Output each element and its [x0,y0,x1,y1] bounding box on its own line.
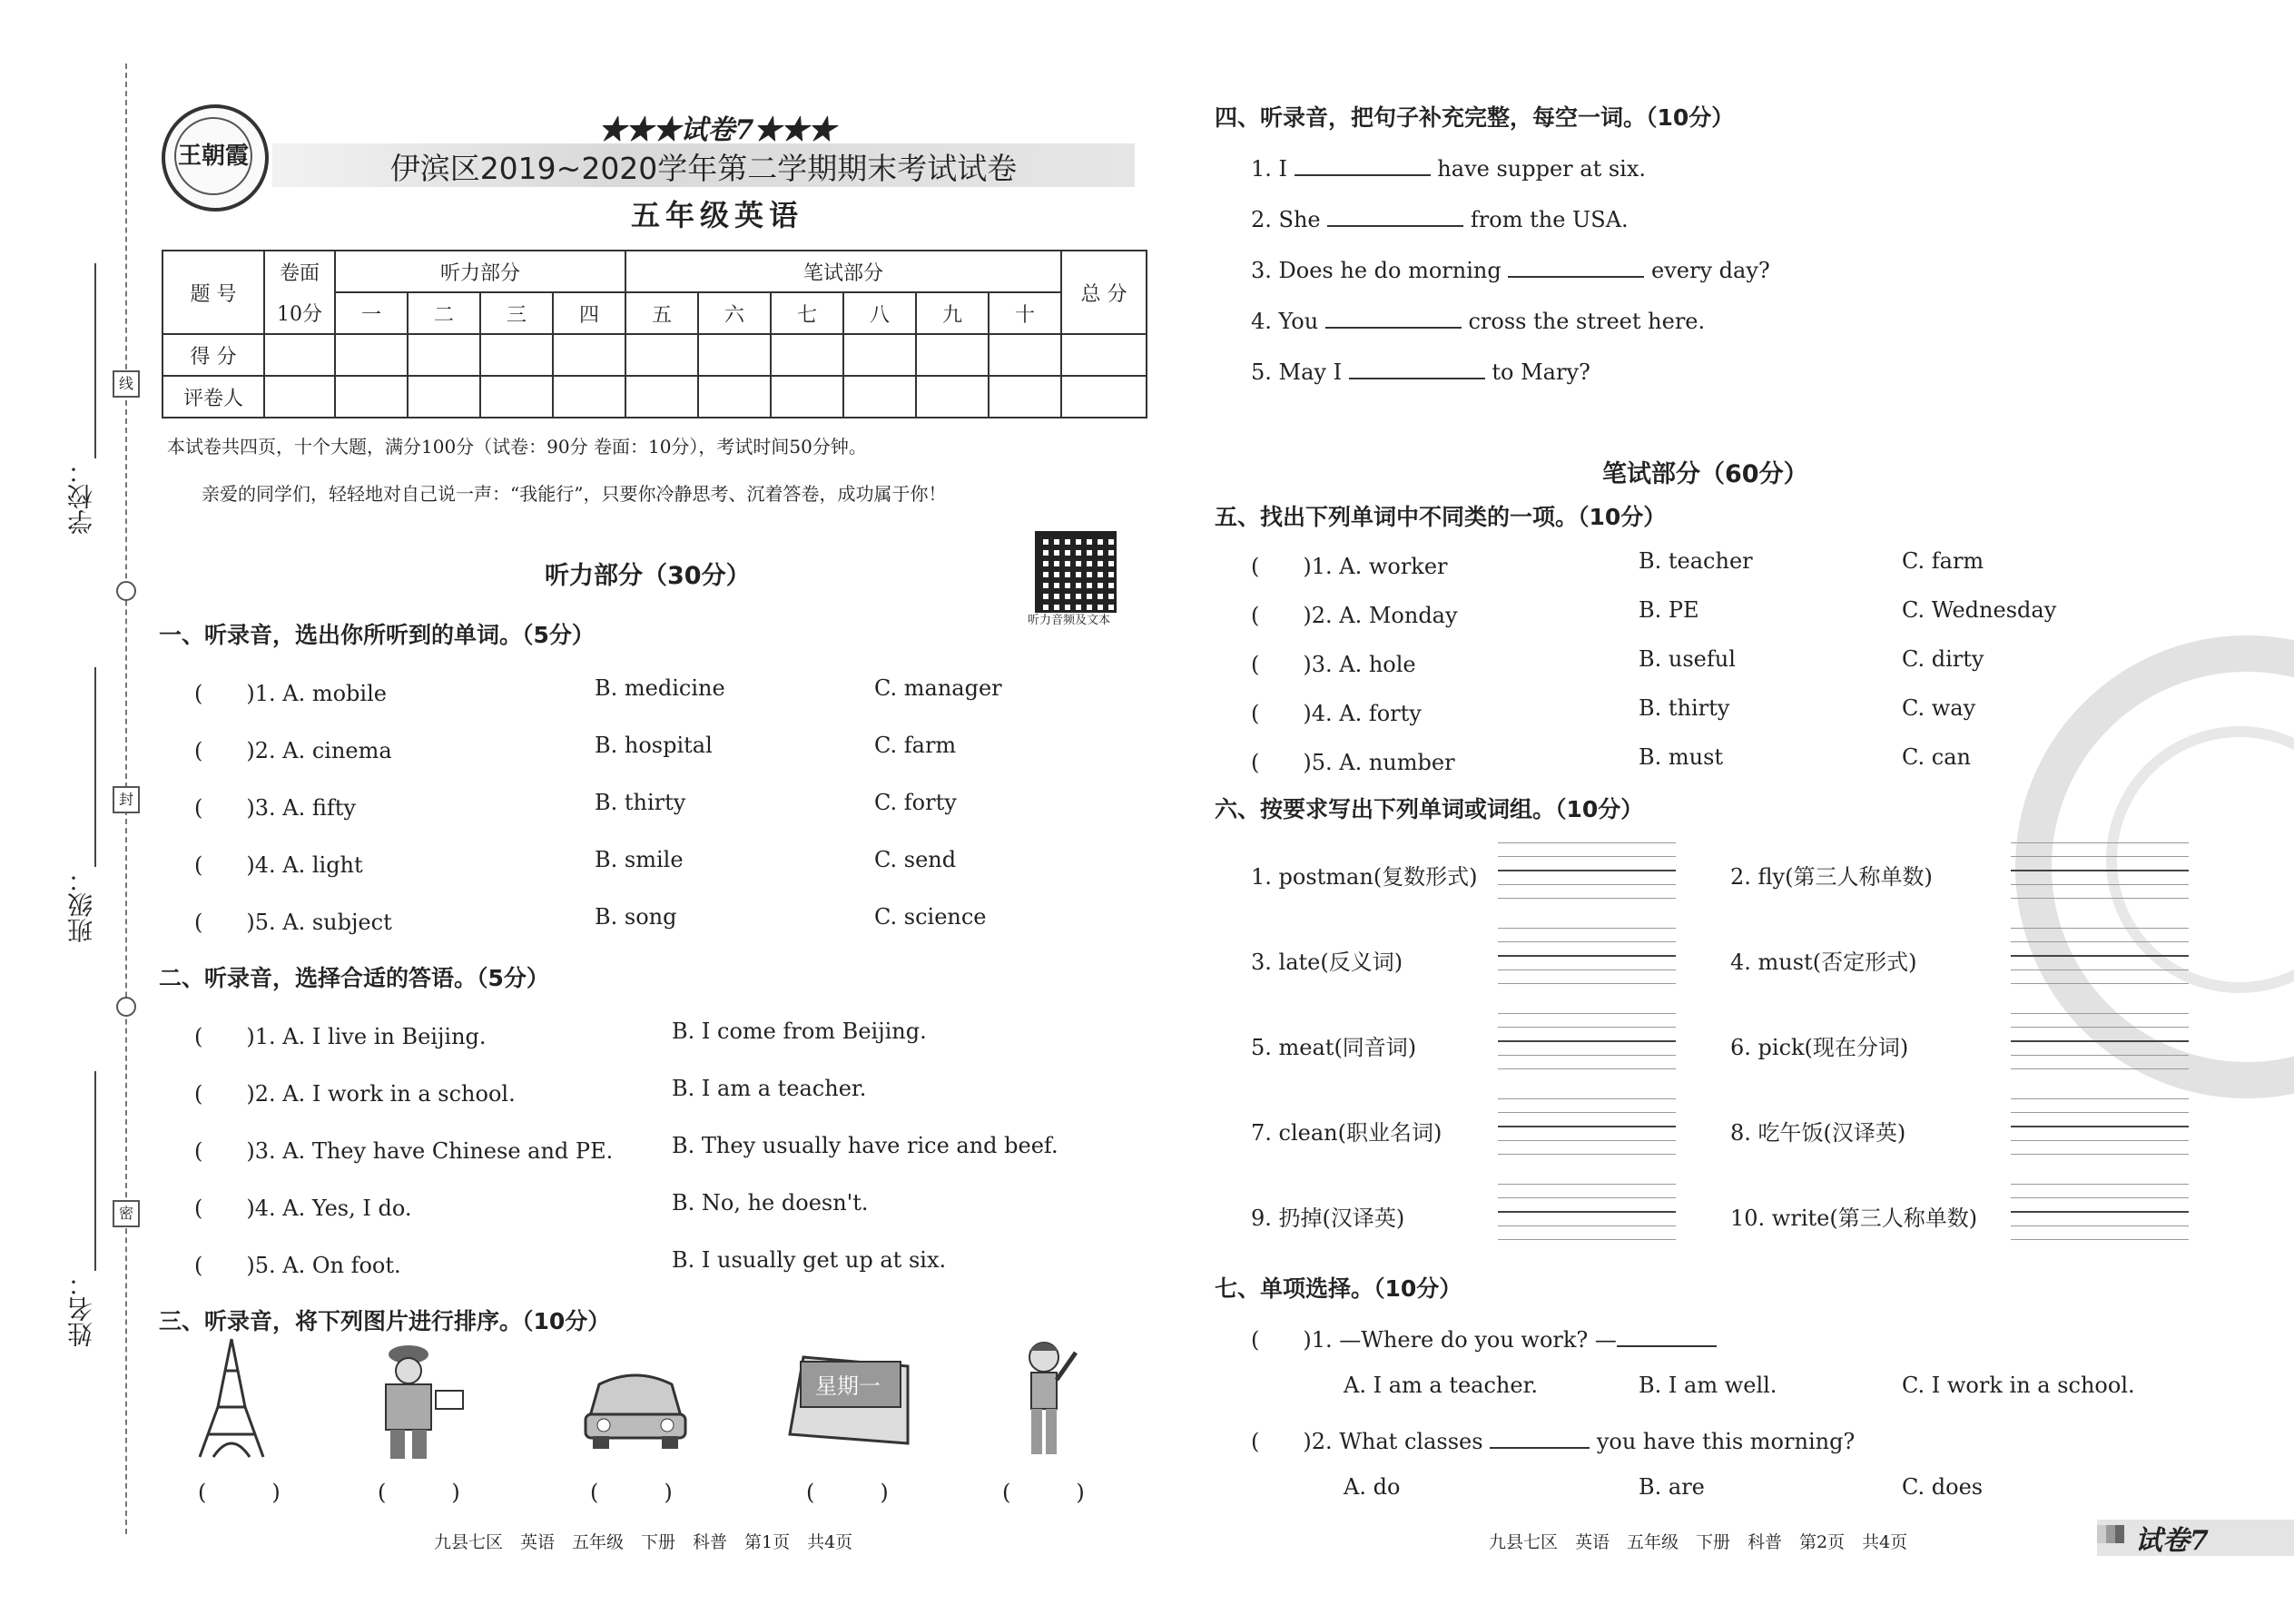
answer-blank[interactable] [1508,256,1644,278]
score-cell[interactable] [1061,334,1147,376]
col-num: 一 [335,292,408,334]
option-a: A. do [1344,1474,1401,1500]
question-stem[interactable]: ( )4. A. forty [1251,701,1422,726]
car-icon [576,1334,694,1462]
order-blank[interactable]: ( ) [378,1480,460,1505]
sentence-post: cross the street here. [1468,309,1706,334]
order-blank[interactable]: ( ) [198,1480,281,1505]
sentence-post: every day? [1651,258,1770,283]
question-stem[interactable]: ( )1. A. mobile [194,681,387,706]
fill-sentence [1251,154,1646,182]
word-task: 5. meat(同音词) [1251,1035,1417,1060]
calendar-text: 星期一 [815,1373,881,1399]
section-4-heading: 四、听录音，把句子补充完整，每空一词。（10分） [1215,104,1735,131]
mc-question [1251,1423,1855,1455]
question-stem[interactable]: ( )2. A. Monday [1251,603,1458,628]
answer-lines[interactable] [1498,915,1676,984]
option-b: B. useful [1639,646,1736,672]
fill-sentence [1251,256,1770,283]
question-stem[interactable]: ( )4. A. light [194,852,363,878]
score-cell[interactable] [698,334,771,376]
page-footer-1: 九县七区 英语 五年级 下册 科普 第1页 共4页 [434,1532,853,1552]
fill-sentence [1251,205,1629,232]
row-defen: 得 分 [162,334,264,376]
score-cell[interactable] [480,334,553,376]
grader-cell[interactable] [843,376,916,418]
order-blank[interactable]: ( ) [590,1480,673,1505]
score-cell[interactable] [335,334,408,376]
exam-subtitle: 五年级英语 [630,198,803,232]
answer-lines[interactable] [2011,1000,2189,1069]
logo-text: 王朝霞 [174,117,252,195]
section-6-heading: 六、按要求写出下列单词或词组。（10分） [1215,796,1644,822]
option-b: B. teacher [1639,548,1753,574]
option-c: C. farm [1902,548,1984,574]
answer-lines[interactable] [1498,830,1676,899]
option-b: B. I usually get up at six. [672,1247,947,1273]
question-stem[interactable]: ( )2. A. cinema [194,738,392,763]
section-5-heading: 五、找出下列单词中不同类的一项。（10分） [1215,504,1667,530]
answer-blank[interactable] [1617,1325,1717,1347]
exam-info: 本试卷共四页，十个大题，满分100分（试卷：90分 卷面：10分），考试时间50分钟。 [167,436,867,458]
col-num: 二 [408,292,480,334]
grader-cell[interactable] [698,376,771,418]
col-juanmian: 卷面 [264,251,335,292]
grader-cell[interactable] [1061,376,1147,418]
score-cell[interactable] [989,334,1061,376]
word-task: 1. postman(复数形式) [1251,864,1478,890]
word-task: 7. clean(职业名词) [1251,1120,1442,1146]
answer-lines[interactable] [1498,1086,1676,1155]
page-footer-2: 九县七区 英语 五年级 下册 科普 第2页 共4页 [1489,1532,1908,1552]
grader-cell[interactable] [335,376,408,418]
option-c: C. dirty [1902,646,1984,672]
col-num: 七 [771,292,843,334]
school-label: 学校： [66,458,96,535]
option-b: B. song [595,904,677,930]
question-stem[interactable]: ( )5. A. On foot. [194,1253,401,1278]
answer-blank[interactable] [1327,205,1463,227]
section-2-heading: 二、听录音，选择合适的答语。（5分） [159,965,549,991]
col-zongfen: 总 分 [1061,251,1147,334]
sentence-pre: 3. Does he do morning [1251,258,1501,283]
grader-cell[interactable] [264,376,335,418]
grader-cell[interactable] [625,376,698,418]
order-blank[interactable]: ( ) [1002,1480,1085,1505]
answer-lines[interactable] [1498,1000,1676,1069]
option-b: B. PE [1639,597,1699,623]
option-c: C. I work in a school. [1902,1373,2135,1398]
mark-xian: 线 [113,370,140,398]
word-task: 3. late(反义词) [1251,950,1403,975]
option-c: C. farm [874,733,957,758]
word-task: 10. write(第三人称单数) [1730,1206,1978,1231]
col-num: 八 [843,292,916,334]
col-tihao: 题 号 [162,251,264,334]
binding-ring [116,581,136,601]
option-b: B. medicine [595,675,725,701]
sentence-pre: 5. May I [1251,359,1343,385]
tab-label: 试卷7 [2135,1525,2209,1557]
encouragement: 亲爱的同学们，轻轻地对自己说一声：“我能行”，只要你冷静思考、沉着答卷，成功属于你！ [202,483,947,505]
sentence-post: from the USA. [1470,207,1629,232]
grader-cell[interactable] [553,376,625,418]
col-num: 四 [553,292,625,334]
option-b: B. must [1639,744,1724,770]
option-b: B. No, he doesn't. [672,1190,869,1216]
question-stem[interactable]: ( )5. A. number [1251,750,1455,775]
class-field[interactable] [94,667,96,867]
option-c: C. forty [874,790,957,815]
word-task: 4. must(否定形式) [1730,950,1917,975]
answer-lines[interactable] [2011,830,2189,899]
option-c: C. manager [874,675,1002,701]
answer-blank[interactable] [1490,1427,1590,1449]
grader-cell[interactable] [408,376,480,418]
word-task: 6. pick(现在分词) [1730,1035,1909,1060]
answer-lines[interactable] [1498,1171,1676,1240]
section-3-heading: 三、听录音，将下列图片进行排序。（10分） [159,1308,611,1334]
school-field[interactable] [94,263,96,458]
question-stem[interactable]: ( )5. A. subject [194,910,392,935]
option-c: C. science [874,904,987,930]
col-num: 六 [698,292,771,334]
eiffel-tower-icon [172,1334,290,1462]
qr-caption: 听力音频及文本 [1028,614,1111,627]
col-num: 三 [480,292,553,334]
col-num: 十 [989,292,1061,334]
option-b: B. thirty [595,790,686,815]
postman-icon [359,1334,477,1462]
answer-blank[interactable] [1295,154,1431,176]
fill-sentence [1251,307,1705,334]
row-pingjuan: 评卷人 [162,376,264,418]
question-stem: ( )1. —Where do you work? — [1251,1327,1617,1353]
mark-mi: 密 [113,1200,140,1227]
score-cell[interactable] [408,334,480,376]
option-b: B. thirty [1639,695,1730,721]
col-num: 九 [916,292,989,334]
col-bishi: 笔试部分 [625,251,1061,292]
answer-lines[interactable] [2011,915,2189,984]
name-label: 姓名： [66,1271,96,1347]
written-title: 笔试部分（60分） [1602,460,1808,488]
question-stem: ( )2. What classes [1251,1429,1483,1454]
score-table [162,250,1147,418]
grader-cell[interactable] [480,376,553,418]
question-post: you have this morning? [1596,1429,1856,1454]
score-cell[interactable] [264,334,335,376]
question-stem[interactable]: ( )3. A. fifty [194,795,356,821]
grader-cell[interactable] [916,376,989,418]
mc-question [1251,1322,1717,1353]
sentence-pre: 4. You [1251,309,1319,334]
score-cell[interactable] [916,334,989,376]
score-cell[interactable] [843,334,916,376]
name-field[interactable] [94,1071,96,1271]
sentence-post: have supper at six. [1437,156,1646,182]
option-c: C. send [874,847,957,872]
listening-title: 听力部分（30分） [545,562,751,590]
option-a: A. I am a teacher. [1344,1373,1539,1398]
option-b: B. They usually have rice and beef. [672,1133,1058,1158]
answer-lines[interactable] [2011,1086,2189,1155]
col-tingli: 听力部分 [335,251,625,292]
fill-sentence [1251,358,1590,385]
col-juanmian-pts: 10分 [264,292,335,334]
option-b: B. hospital [595,733,713,758]
exam-number: ★★★试卷7★★★ [598,114,836,146]
option-b: B. are [1639,1474,1705,1500]
section-7-heading: 七、单项选择。（10分） [1215,1275,1462,1302]
grader-cell[interactable] [989,376,1061,418]
grader-cell[interactable] [771,376,843,418]
option-c: C. way [1902,695,1976,721]
option-b: B. I am a teacher. [672,1076,867,1101]
score-cell[interactable] [625,334,698,376]
option-c: C. Wednesday [1902,597,2057,623]
sentence-pre: 2. She [1251,207,1321,232]
option-c: C. does [1902,1474,1984,1500]
mark-feng: 封 [113,786,140,813]
answer-blank[interactable] [1325,307,1462,329]
option-b: B. I am well. [1639,1373,1777,1398]
exam-title: 伊滨区2019~2020学年第二学期期末考试试卷 [389,151,1018,186]
class-label: 班级： [66,867,96,943]
question-stem[interactable]: ( )3. A. They have Chinese and PE. [194,1138,614,1164]
answer-lines[interactable] [2011,1171,2189,1240]
word-task: 9. 扔掉(汉译英) [1251,1206,1405,1231]
option-b: B. smile [595,847,684,872]
option-b: B. I come from Beijing. [672,1019,927,1044]
word-task: 8. 吃午饭(汉译英) [1730,1120,1906,1146]
score-cell[interactable] [771,334,843,376]
order-blank[interactable]: ( ) [806,1480,889,1505]
binding-margin [0,0,154,1624]
word-task: 2. fly(第三人称单数) [1730,864,1933,890]
question-stem[interactable]: ( )1. A. I live in Beijing. [194,1024,487,1049]
calendar-icon [781,1334,917,1462]
sentence-pre: 1. I [1251,156,1288,182]
qr-code[interactable] [1035,531,1117,613]
question-stem[interactable]: ( )3. A. hole [1251,652,1416,677]
answer-blank[interactable] [1349,358,1485,379]
option-c: C. can [1902,744,1971,770]
publisher-logo [162,104,269,212]
tab-marker-icon [2097,1525,2124,1543]
girl-exercising-icon [989,1334,1108,1462]
score-cell[interactable] [553,334,625,376]
question-stem[interactable]: ( )4. A. Yes, I do. [194,1196,412,1221]
question-stem[interactable]: ( )1. A. worker [1251,554,1448,579]
section-1-heading: 一、听录音，选出你所听到的单词。（5分） [159,622,595,648]
binding-ring [116,997,136,1017]
question-stem[interactable]: ( )2. A. I work in a school. [194,1081,516,1107]
col-num: 五 [625,292,698,334]
sentence-post: to Mary? [1492,359,1590,385]
